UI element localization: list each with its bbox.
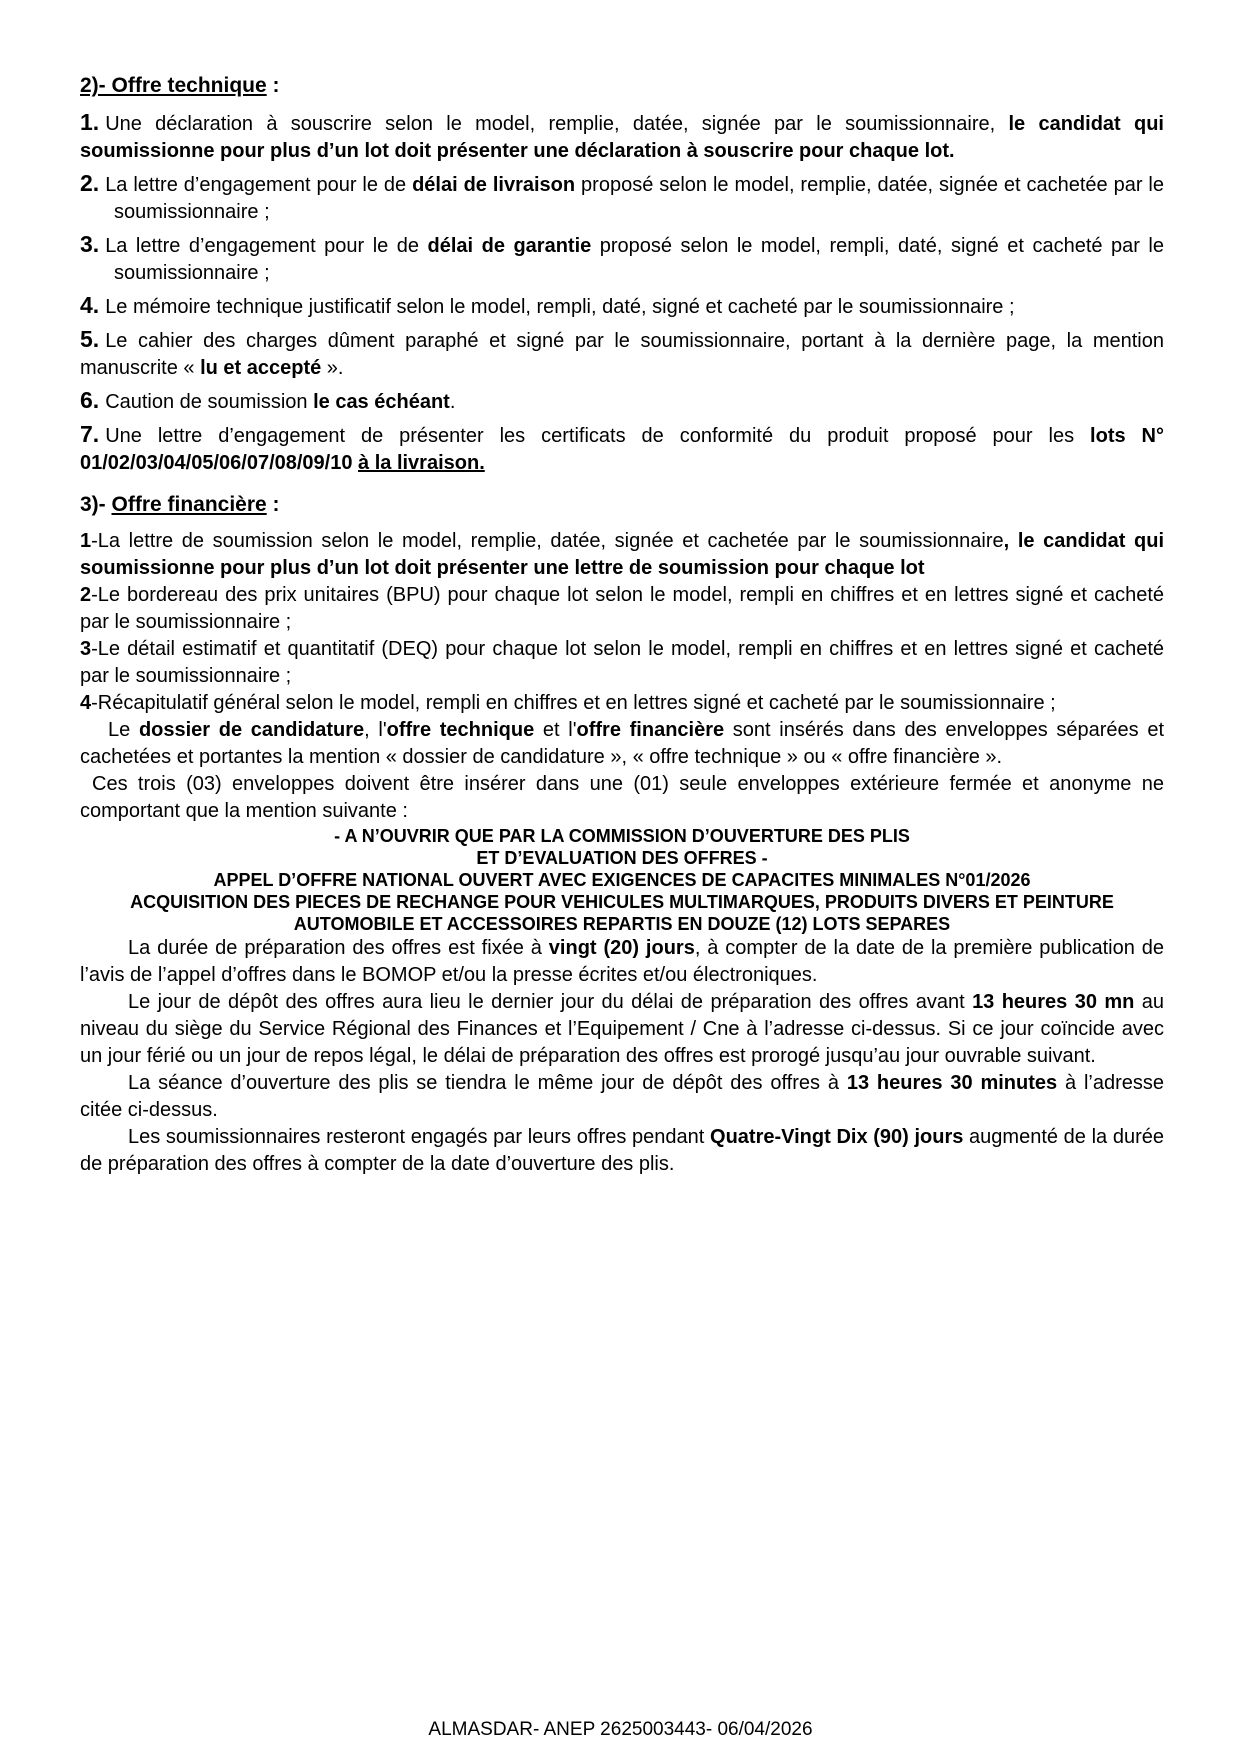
item-4-memoire-technique — [80, 292, 1164, 321]
text-run: -La lettre de soumission selon le model, remplie, datée, signée et cachetée par le soumissionnaire — [91, 530, 1004, 552]
text-run: Le mémoire technique justificatif selon le model, rempli, daté, signé et cacheté par le soumissionnaire ; — [105, 296, 1015, 318]
heading-offre-financiere — [80, 491, 1164, 518]
text-run: : — [266, 74, 280, 97]
text-run: 3)- — [80, 493, 112, 516]
text-run: Ces trois (03) enveloppes doivent être insérer dans une (01) seule enveloppes extérieure fermée et anonyme ne comportant que la mention suivante : — [80, 773, 1164, 822]
fin-item-3-deq — [80, 636, 1164, 690]
item-4-memoire-technique-marker: 4. — [80, 292, 100, 318]
text-run: à la livraison. — [358, 452, 485, 474]
heading-offre-technique — [80, 72, 1164, 99]
text-run: , le candidat qui soumissionne pour plus d’un lot doit présenter une lettre de soumission pour chaque lot — [80, 530, 1164, 579]
para-duree-preparation — [80, 935, 1164, 989]
fin-item-2-bpu — [80, 582, 1164, 636]
text-run: Offre financière — [111, 493, 267, 516]
text-run: ET D’EVALUATION DES OFFRES - — [476, 848, 768, 868]
text-run: le candidat qui soumissionne pour plus d’un lot doit présenter une déclaration à souscrire pour chaque lot. — [80, 113, 1164, 162]
text-run: ». — [321, 357, 344, 379]
text-run: 2 — [80, 584, 92, 606]
text-run: -Le bordereau des prix unitaires (BPU) pour chaque lot selon le model, rempli en chiffres et en lettres signé et cacheté par le soumissionnaire ; — [80, 584, 1164, 633]
text-run: Quatre-Vingt Dix (90) jours — [710, 1126, 964, 1148]
item-5-cahier-charges — [80, 326, 1164, 382]
text-run: 3 — [80, 638, 92, 660]
text-run: sont insérés dans des enveloppes séparées et cachetées et portantes la mention « dossier de candidature », « offre technique » ou « offre financière ». — [80, 719, 1165, 768]
text-run: , l' — [364, 719, 387, 741]
text-run: proposé selon le model, remplie, datée, signée et cachetée par le soumissionnaire ; — [114, 174, 1164, 223]
text-run: délai de garantie — [427, 235, 592, 257]
text-run: . — [449, 391, 456, 413]
text-run: La lettre d’engagement pour le de — [105, 235, 428, 257]
text-run: -Le détail estimatif et quantitatif (DEQ) pour chaque lot selon le model, rempli en chiffres et en lettres signé et cacheté par le soumissionnaire ; — [80, 638, 1164, 687]
text-run: Une lettre d’engagement de présenter les certificats de conformité du produit proposé pour les — [105, 425, 1091, 447]
text-run: dossier de candidature — [138, 719, 365, 741]
para-enveloppe-exterieure — [80, 771, 1164, 825]
text-run: proposé selon le model, rempli, daté, signé et cacheté par le soumissionnaire ; — [114, 235, 1164, 284]
item-3-delai-garantie-marker: 3. — [80, 231, 100, 257]
center-mention-line-2 — [80, 847, 1164, 869]
para-jour-depot — [80, 989, 1164, 1070]
text-run: 13 heures 30 mn — [972, 991, 1135, 1013]
text-run: La lettre d’engagement pour le de — [105, 174, 413, 196]
item-3-delai-garantie — [80, 231, 1164, 287]
text-run: -Récapitulatif général selon le model, rempli en chiffres et en lettres signé et cacheté par le soumissionnaire ; — [91, 692, 1056, 714]
text-run: vingt (20) jours — [548, 937, 695, 959]
text-run: , à compter de la date de la première publication de l’avis de l’appel d’offres dans le BOMOP et/ou la presse écrites et/ou électroniques. — [80, 937, 1164, 986]
para-seance-ouverture — [80, 1070, 1164, 1124]
item-6-caution — [80, 387, 1164, 416]
para-enveloppes-separees — [80, 717, 1164, 771]
text-run: La séance d’ouverture des plis se tiendra le même jour de dépôt des offres à — [128, 1072, 847, 1094]
item-6-caution-marker: 6. — [80, 387, 100, 413]
item-7-certificats — [80, 421, 1164, 477]
text-run: offre technique — [386, 719, 535, 741]
text-run: ACQUISITION DES PIECES DE RECHANGE POUR VEHICULES MULTIMARQUES, PRODUITS DIVERS ET PEINTURE AUTOMOBILE ET ACCESSOIRES REPARTIS EN DOUZE (12) LOTS SEPARES — [130, 892, 1114, 934]
text-run: délai de livraison — [412, 174, 576, 196]
text-run: Caution de soumission — [105, 391, 314, 413]
page-footer: ALMASDAR- ANEP 2625003443- 06/04/2026 — [428, 1719, 813, 1740]
text-run: Le — [108, 719, 139, 741]
fin-item-4-recapitulatif — [80, 690, 1164, 717]
text-run: et l' — [534, 719, 577, 741]
item-7-certificats-marker: 7. — [80, 421, 100, 447]
fin-item-1-lettre-soumission — [80, 528, 1164, 582]
text-run: lu et accepté — [200, 357, 322, 379]
item-2-delai-livraison — [80, 170, 1164, 226]
text-run: APPEL D’OFFRE NATIONAL OUVERT AVEC EXIGENCES DE CAPACITES MINIMALES N°01/2026 — [213, 870, 1031, 890]
text-run: offre financière — [576, 719, 725, 741]
text-run: au niveau du siège du Service Régional des Finances et l’Equipement / Cne à l’adresse ci-dessus. Si ce jour coïncide avec un jour férié ou un jour de repos légal, le délai de préparation des offres est prorogé jusqu’au jour ouvrable suivant. — [80, 991, 1164, 1067]
text-run: 13 heures 30 minutes — [846, 1072, 1058, 1094]
document-body — [80, 58, 1164, 1178]
text-run: à l’adresse citée ci-dessus. — [80, 1072, 1165, 1121]
center-mention-line-4 — [80, 891, 1164, 935]
text-run: - A N’OUVRIR QUE PAR LA COMMISSION D’OUVERTURE DES PLIS — [334, 826, 910, 846]
text-run: 4 — [80, 692, 92, 714]
center-mention-line-1 — [80, 825, 1164, 847]
text-run: Une déclaration à souscrire selon le model, remplie, datée, signée par le soumissionnaire, — [105, 113, 1009, 135]
text-run: Le cahier des charges dûment paraphé et signé par le soumissionnaire, portant à la dernière page, la mention manuscrite « — [80, 330, 1164, 379]
item-1-declaration-marker: 1. — [80, 109, 100, 135]
center-mention-line-3 — [80, 869, 1164, 891]
text-run: lots N° 01/02/03/04/05/06/07/08/09/10 — [80, 425, 1164, 474]
text-run: La durée de préparation des offres est fixée à — [128, 937, 549, 959]
text-run: : — [266, 493, 280, 516]
text-run: augmenté de la durée de préparation des offres à compter de la date d’ouverture des plis. — [80, 1126, 1164, 1175]
text-run: Les soumissionnaires resteront engagés par leurs offres pendant — [128, 1126, 711, 1148]
item-2-delai-livraison-marker: 2. — [80, 170, 100, 196]
text-run: 2)- Offre technique — [80, 74, 267, 97]
text-run: Le jour de dépôt des offres aura lieu le dernier jour du délai de préparation des offres avant — [128, 991, 973, 1013]
item-1-declaration — [80, 109, 1164, 165]
text-run: 1 — [80, 530, 92, 552]
para-engagement-offres — [80, 1124, 1164, 1178]
text-run: le cas échéant — [313, 391, 450, 413]
item-5-cahier-charges-marker: 5. — [80, 326, 100, 352]
